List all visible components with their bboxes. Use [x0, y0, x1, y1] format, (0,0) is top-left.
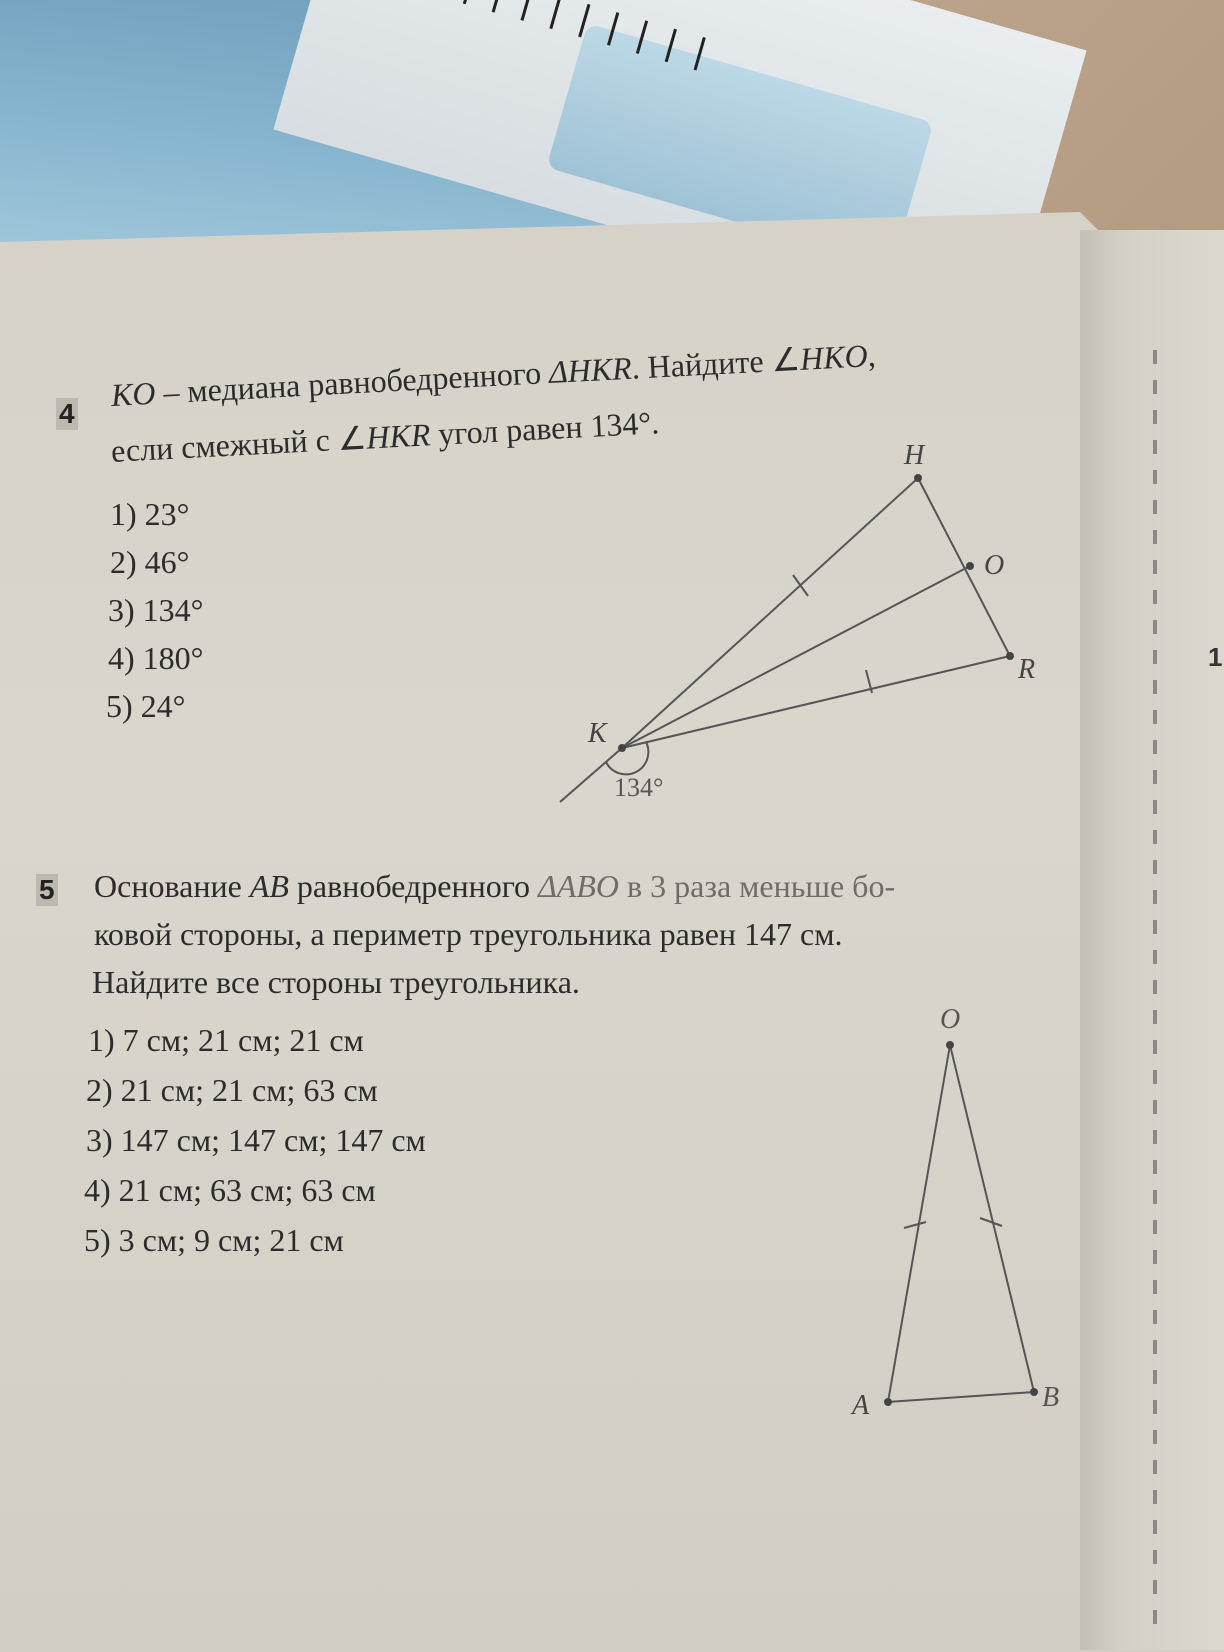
task-4-segment: KO — [110, 374, 157, 413]
task-4-option-1[interactable]: 1) 23° — [110, 496, 190, 532]
task-5-option-5[interactable]: 5) 3 см; 9 см; 21 см — [84, 1222, 344, 1258]
next-page-number: 1 — [1208, 642, 1223, 672]
label-r: R — [1018, 654, 1036, 685]
task-5-line-2: ковой стороны, а периметр треугольника равен 147 см. — [94, 916, 843, 952]
tick-mark-oa — [904, 1222, 926, 1228]
task-5-line-1: Основание AB равнобедренного ΔABO в 3 раза меньше бо- — [94, 868, 896, 904]
task-4-option-5[interactable]: 5) 24° — [106, 688, 186, 724]
point-a — [884, 1398, 892, 1406]
base-ab — [888, 1392, 1034, 1402]
task-4-option-4[interactable]: 4) 180° — [108, 640, 204, 676]
label-o: O — [940, 1004, 961, 1035]
task-4-option-2[interactable]: 2) 46° — [110, 544, 190, 580]
task-5-option-4[interactable]: 4) 21 см; 63 см; 63 см — [84, 1172, 376, 1208]
tick-mark-ob — [980, 1218, 1002, 1226]
label-k: K — [588, 718, 607, 749]
point-o — [946, 1041, 954, 1049]
point-b — [1030, 1388, 1038, 1396]
label-o: O — [984, 550, 1005, 581]
label-b: B — [1042, 1382, 1060, 1413]
task-5-number: 5 — [36, 874, 58, 906]
task-4-option-3[interactable]: 3) 134° — [108, 592, 204, 628]
label-h: H — [904, 440, 925, 471]
task-5-option-1[interactable]: 1) 7 см; 21 см; 21 см — [88, 1022, 364, 1058]
task-4-line-1: KO – медиана равнобедренного ΔHKR. Найдите ∠HKO, — [110, 336, 877, 413]
task-4-line-2: если смежный с ∠HKR угол равен 134°. — [110, 404, 661, 469]
label-a: A — [852, 1390, 870, 1421]
angle-label: 134° — [614, 773, 664, 802]
task-4-number: 4 — [56, 398, 78, 430]
task-5-option-3[interactable]: 3) 147 см; 147 см; 147 см — [86, 1122, 426, 1158]
task-5-option-2[interactable]: 2) 21 см; 21 см; 63 см — [86, 1072, 378, 1108]
side-ob — [950, 1045, 1034, 1392]
task-5-line-3: Найдите все стороны треугольника. — [92, 964, 580, 1000]
